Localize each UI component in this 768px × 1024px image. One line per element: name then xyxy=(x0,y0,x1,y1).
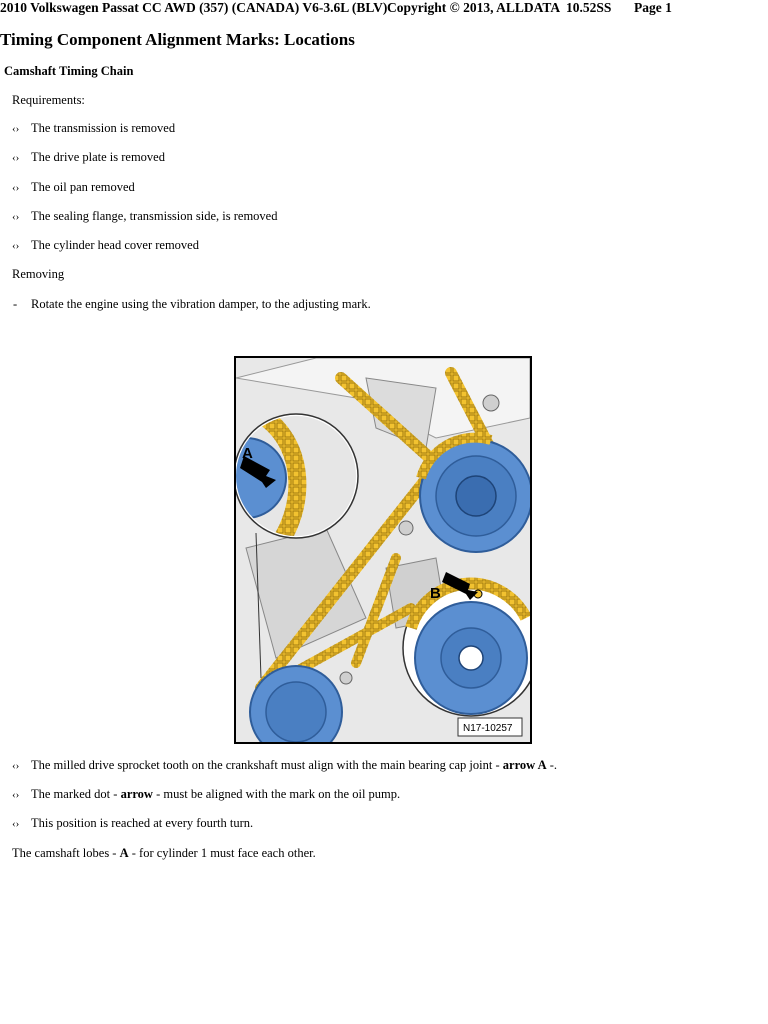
requirement-item: The cylinder head cover removed xyxy=(31,238,199,252)
callout-b-label: B xyxy=(430,585,441,602)
header-vehicle: 2010 Volkswagen Passat CC AWD (357) (CANADA) V6-3.6L (BLV) xyxy=(0,0,388,15)
page-title: Timing Component Alignment Marks: Locations xyxy=(0,30,355,49)
bullet-icon: ‹› xyxy=(12,240,20,252)
timing-chain-illustration xyxy=(234,356,532,744)
figure-ref-code: N17-10257 xyxy=(463,723,513,734)
requirement-item: The sealing flange, transmission side, is removed xyxy=(31,209,278,223)
bullet-icon: ‹› xyxy=(12,152,20,164)
bullet-icon: ‹› xyxy=(12,123,20,135)
requirement-item: The drive plate is removed xyxy=(31,150,165,164)
header-page: Page 1 xyxy=(634,0,672,15)
note-item: The milled drive sprocket tooth on the crankshaft must align with the main bearing cap joint - arrow A -. xyxy=(31,758,558,772)
step-text: Rotate the engine using the vibration damper, to the adjusting mark. xyxy=(31,297,371,311)
header-copyright: Copyright © 2013, ALLDATA xyxy=(387,0,561,15)
requirement-item: The oil pan removed xyxy=(31,180,135,194)
section-title: Camshaft Timing Chain xyxy=(4,64,134,78)
final-note: The camshaft lobes - A - for cylinder 1 must face each other. xyxy=(12,846,316,860)
note-item: The marked dot - arrow - must be aligned with the mark on the oil pump. xyxy=(31,787,401,801)
engine-diagram xyxy=(236,358,530,742)
note-item: This position is reached at every fourth turn. xyxy=(31,816,254,830)
step-dash: - xyxy=(13,297,18,311)
header-version: 10.52SS xyxy=(566,0,612,15)
bullet-icon: ‹› xyxy=(12,760,20,772)
callout-a-label: A xyxy=(242,445,253,462)
requirements-label: Requirements: xyxy=(12,93,85,107)
removing-label: Removing xyxy=(12,267,65,281)
requirement-item: The transmission is removed xyxy=(31,121,176,135)
bullet-icon: ‹› xyxy=(12,818,20,830)
bullet-icon: ‹› xyxy=(12,211,20,223)
bullet-icon: ‹› xyxy=(12,182,20,194)
bullet-icon: ‹› xyxy=(12,789,20,801)
